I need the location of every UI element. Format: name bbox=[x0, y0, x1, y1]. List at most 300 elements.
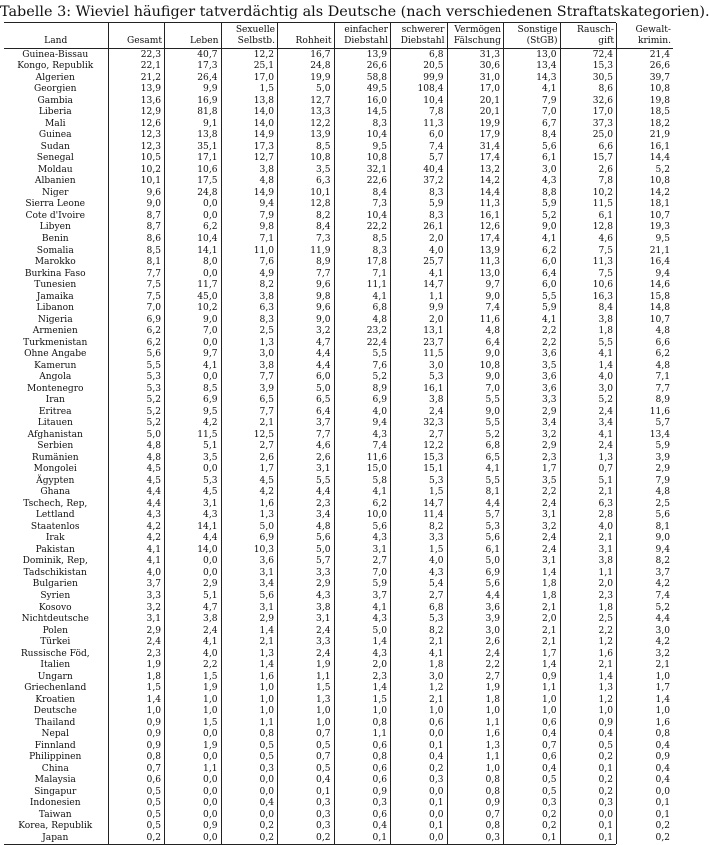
value-cell: 9,6 bbox=[278, 279, 335, 291]
table-row bbox=[4, 383, 673, 395]
value-cell: 7,3 bbox=[334, 199, 391, 211]
value-cell: 6,2 bbox=[165, 222, 222, 234]
value-cell: 10,2 bbox=[560, 187, 617, 199]
value-cell: 2,9 bbox=[108, 625, 165, 637]
value-cell: 2,3 bbox=[504, 452, 561, 464]
value-cell: 1,3 bbox=[560, 452, 617, 464]
value-cell: 2,2 bbox=[504, 325, 561, 337]
value-cell: 5,0 bbox=[447, 556, 504, 568]
value-cell: 13,9 bbox=[447, 245, 504, 257]
country-cell: Indonesien bbox=[29, 798, 81, 809]
value-cell: 0,4 bbox=[617, 763, 674, 775]
table-row bbox=[4, 464, 673, 476]
value-cell: 1,1 bbox=[278, 671, 335, 683]
value-cell: 15,3 bbox=[391, 452, 448, 464]
country-cell: Algerien bbox=[35, 72, 75, 83]
value-cell: 0,5 bbox=[221, 751, 278, 763]
value-cell: 4,4 bbox=[165, 533, 222, 545]
value-cell: 11,1 bbox=[334, 279, 391, 291]
column-header-text: Land bbox=[44, 36, 68, 46]
column-header-text: schwerer bbox=[401, 25, 445, 35]
value-cell: 1,8 bbox=[108, 671, 165, 683]
value-cell: 4,4 bbox=[617, 613, 674, 625]
value-cell: 0,0 bbox=[165, 337, 222, 349]
value-cell: 0,4 bbox=[560, 728, 617, 740]
value-cell: 2,3 bbox=[278, 498, 335, 510]
table-row bbox=[4, 659, 673, 671]
value-cell: 0,8 bbox=[617, 728, 674, 740]
table-row bbox=[4, 49, 673, 61]
country-cell: Ohne Angabe bbox=[24, 349, 87, 360]
value-cell: 3,7 bbox=[334, 590, 391, 602]
value-cell: 12,6 bbox=[447, 222, 504, 234]
value-cell: 9,1 bbox=[165, 118, 222, 130]
value-cell: 1,4 bbox=[334, 682, 391, 694]
value-cell: 0,8 bbox=[108, 751, 165, 763]
table-row bbox=[4, 233, 673, 245]
column-header bbox=[165, 23, 222, 49]
value-cell: 10,4 bbox=[165, 233, 222, 245]
value-cell: 10,5 bbox=[108, 153, 165, 165]
value-cell: 6,9 bbox=[108, 314, 165, 326]
value-cell: 9,0 bbox=[108, 199, 165, 211]
value-cell: 3,0 bbox=[447, 625, 504, 637]
value-cell: 16,3 bbox=[560, 291, 617, 303]
value-cell: 4,6 bbox=[560, 233, 617, 245]
value-cell: 1,1 bbox=[447, 751, 504, 763]
value-cell: 2,4 bbox=[278, 648, 335, 660]
value-cell: 7,1 bbox=[334, 268, 391, 280]
value-cell: 0,6 bbox=[334, 774, 391, 786]
value-cell: 0,9 bbox=[447, 798, 504, 810]
value-cell: 6,1 bbox=[504, 153, 561, 165]
value-cell: 8,6 bbox=[560, 84, 617, 96]
value-cell: 0,9 bbox=[165, 821, 222, 833]
value-cell: 18,5 bbox=[617, 107, 674, 119]
value-cell: 2,3 bbox=[334, 671, 391, 683]
value-cell: 6,5 bbox=[221, 394, 278, 406]
country-cell: Nigeria bbox=[37, 314, 73, 325]
value-cell: 2,5 bbox=[560, 613, 617, 625]
value-cell: 1,8 bbox=[504, 579, 561, 591]
value-cell: 3,9 bbox=[447, 613, 504, 625]
value-cell: 7,0 bbox=[504, 107, 561, 119]
table-row bbox=[4, 141, 673, 153]
value-cell: 2,8 bbox=[560, 510, 617, 522]
value-cell: 1,5 bbox=[165, 717, 222, 729]
value-cell: 13,1 bbox=[391, 325, 448, 337]
value-cell: 0,3 bbox=[278, 798, 335, 810]
value-cell: 5,5 bbox=[504, 291, 561, 303]
value-cell: 17,1 bbox=[165, 153, 222, 165]
value-cell: 6,0 bbox=[278, 371, 335, 383]
table-row bbox=[4, 84, 673, 96]
value-cell: 8,2 bbox=[221, 279, 278, 291]
value-cell: 5,3 bbox=[447, 521, 504, 533]
value-cell: 2,1 bbox=[504, 602, 561, 614]
value-cell: 2,7 bbox=[391, 590, 448, 602]
value-cell: 14,2 bbox=[447, 176, 504, 188]
value-cell: 3,0 bbox=[617, 625, 674, 637]
value-cell: 0,5 bbox=[278, 740, 335, 752]
value-cell: 11,5 bbox=[165, 429, 222, 441]
value-cell: 3,0 bbox=[221, 348, 278, 360]
table-row bbox=[4, 579, 673, 591]
value-cell: 0,3 bbox=[447, 832, 504, 844]
value-cell: 2,2 bbox=[560, 625, 617, 637]
value-cell: 4,2 bbox=[221, 487, 278, 499]
value-cell: 7,0 bbox=[108, 302, 165, 314]
value-cell: 3,0 bbox=[391, 671, 448, 683]
table-row bbox=[4, 61, 673, 73]
table-row bbox=[4, 441, 673, 453]
value-cell: 0,1 bbox=[560, 832, 617, 844]
value-cell: 3,9 bbox=[221, 383, 278, 395]
value-cell: 5,9 bbox=[504, 199, 561, 211]
value-cell: 0,1 bbox=[617, 809, 674, 821]
value-cell: 1,1 bbox=[391, 291, 448, 303]
value-cell: 0,4 bbox=[504, 763, 561, 775]
column-header-text: gift bbox=[598, 36, 614, 46]
value-cell: 12,3 bbox=[108, 130, 165, 142]
country-cell: Senegal bbox=[36, 153, 74, 164]
column-header bbox=[278, 23, 335, 49]
value-cell: 21,1 bbox=[617, 245, 674, 257]
value-cell: 20,1 bbox=[447, 95, 504, 107]
country-cell: Malaysia bbox=[34, 775, 76, 786]
table-row bbox=[4, 130, 673, 142]
value-cell: 6,1 bbox=[560, 210, 617, 222]
table-row bbox=[4, 498, 673, 510]
value-cell: 4,1 bbox=[391, 268, 448, 280]
value-cell: 1,0 bbox=[504, 705, 561, 717]
table-row bbox=[4, 291, 673, 303]
country-cell: Nepal bbox=[41, 729, 69, 740]
value-cell: 0,1 bbox=[278, 786, 335, 798]
value-cell: 0,0 bbox=[165, 774, 222, 786]
value-cell: 2,2 bbox=[504, 337, 561, 349]
value-cell: 8,2 bbox=[278, 210, 335, 222]
value-cell: 1,6 bbox=[221, 671, 278, 683]
value-cell: 0,6 bbox=[334, 809, 391, 821]
table-row bbox=[4, 521, 673, 533]
country-cell: China bbox=[41, 763, 69, 774]
table-row bbox=[4, 682, 673, 694]
value-cell: 13,8 bbox=[165, 130, 222, 142]
country-cell: Armenien bbox=[32, 326, 78, 337]
value-cell: 8,4 bbox=[560, 302, 617, 314]
value-cell: 0,3 bbox=[560, 798, 617, 810]
value-cell: 7,5 bbox=[108, 279, 165, 291]
value-cell: 4,8 bbox=[617, 360, 674, 372]
value-cell: 4,1 bbox=[560, 348, 617, 360]
column-header-text: Gesamt bbox=[126, 36, 162, 46]
value-cell: 45,0 bbox=[165, 291, 222, 303]
value-cell: 0,3 bbox=[221, 763, 278, 775]
value-cell: 17,3 bbox=[165, 61, 222, 73]
value-cell: 11,9 bbox=[278, 245, 335, 257]
value-cell: 0,0 bbox=[221, 786, 278, 798]
value-cell: 6,2 bbox=[504, 245, 561, 257]
value-cell: 2,7 bbox=[447, 671, 504, 683]
value-cell: 3,5 bbox=[504, 475, 561, 487]
value-cell: 0,6 bbox=[334, 740, 391, 752]
value-cell: 3,3 bbox=[391, 533, 448, 545]
value-cell: 11,3 bbox=[447, 256, 504, 268]
value-cell: 9,6 bbox=[108, 187, 165, 199]
table-row bbox=[4, 452, 673, 464]
value-cell: 5,9 bbox=[391, 199, 448, 211]
value-cell: 2,3 bbox=[560, 590, 617, 602]
value-cell: 6,4 bbox=[504, 268, 561, 280]
value-cell: 6,8 bbox=[334, 302, 391, 314]
value-cell: 23,2 bbox=[334, 325, 391, 337]
value-cell: 3,8 bbox=[165, 613, 222, 625]
value-cell: 3,2 bbox=[278, 325, 335, 337]
country-cell: Libanon bbox=[36, 303, 74, 314]
value-cell: 3,5 bbox=[504, 360, 561, 372]
value-cell: 5,5 bbox=[108, 360, 165, 372]
value-cell: 0,0 bbox=[165, 371, 222, 383]
value-cell: 0,2 bbox=[221, 821, 278, 833]
value-cell: 2,1 bbox=[221, 636, 278, 648]
value-cell: 2,2 bbox=[504, 487, 561, 499]
table-container bbox=[4, 22, 671, 845]
value-cell: 12,7 bbox=[221, 153, 278, 165]
value-cell: 0,1 bbox=[391, 798, 448, 810]
value-cell: 3,3 bbox=[278, 636, 335, 648]
value-cell: 0,7 bbox=[560, 464, 617, 476]
value-cell: 2,1 bbox=[504, 636, 561, 648]
value-cell: 6,3 bbox=[278, 176, 335, 188]
value-cell: 10,8 bbox=[334, 153, 391, 165]
value-cell: 9,0 bbox=[447, 371, 504, 383]
value-cell: 0,8 bbox=[447, 774, 504, 786]
value-cell: 17,9 bbox=[447, 130, 504, 142]
value-cell: 1,0 bbox=[221, 694, 278, 706]
value-cell: 4,5 bbox=[221, 475, 278, 487]
value-cell: 10,3 bbox=[221, 544, 278, 556]
value-cell: 3,8 bbox=[221, 291, 278, 303]
value-cell: 17,0 bbox=[447, 84, 504, 96]
value-cell: 11,6 bbox=[617, 406, 674, 418]
value-cell: 7,7 bbox=[278, 429, 335, 441]
value-cell: 26,6 bbox=[617, 61, 674, 73]
value-cell: 12,6 bbox=[108, 118, 165, 130]
value-cell: 1,0 bbox=[334, 705, 391, 717]
value-cell: 1,4 bbox=[504, 659, 561, 671]
value-cell: 14,6 bbox=[617, 279, 674, 291]
value-cell: 17,4 bbox=[447, 153, 504, 165]
value-cell: 35,1 bbox=[165, 141, 222, 153]
value-cell: 6,0 bbox=[504, 256, 561, 268]
value-cell: 4,0 bbox=[391, 245, 448, 257]
value-cell: 2,1 bbox=[391, 694, 448, 706]
value-cell: 9,6 bbox=[278, 302, 335, 314]
value-cell: 0,0 bbox=[165, 210, 222, 222]
country-cell: Russische Föd, bbox=[20, 648, 90, 659]
value-cell: 6,4 bbox=[447, 337, 504, 349]
value-cell: 15,1 bbox=[391, 464, 448, 476]
value-cell: 11,5 bbox=[391, 348, 448, 360]
table-row bbox=[4, 602, 673, 614]
value-cell: 19,3 bbox=[617, 222, 674, 234]
value-cell: 0,0 bbox=[165, 199, 222, 211]
column-header-text: Sexuelle bbox=[235, 25, 275, 35]
value-cell: 2,1 bbox=[560, 533, 617, 545]
value-cell: 4,4 bbox=[108, 498, 165, 510]
value-cell: 3,4 bbox=[278, 510, 335, 522]
country-cell: Tadschikistan bbox=[23, 567, 87, 578]
value-cell: 1,7 bbox=[504, 464, 561, 476]
value-cell: 16,4 bbox=[617, 256, 674, 268]
country-cell: Finnland bbox=[34, 740, 76, 751]
value-cell: 1,0 bbox=[278, 705, 335, 717]
value-cell: 1,9 bbox=[278, 659, 335, 671]
value-cell: 14,9 bbox=[221, 187, 278, 199]
value-cell: 5,7 bbox=[447, 510, 504, 522]
value-cell: 6,8 bbox=[391, 49, 448, 61]
country-cell: Kroatien bbox=[35, 694, 76, 705]
value-cell: 5,0 bbox=[278, 544, 335, 556]
value-cell: 1,9 bbox=[165, 740, 222, 752]
value-cell: 7,1 bbox=[221, 233, 278, 245]
value-cell: 37,3 bbox=[560, 118, 617, 130]
value-cell: 7,7 bbox=[221, 371, 278, 383]
value-cell: 5,9 bbox=[334, 579, 391, 591]
value-cell: 2,3 bbox=[108, 648, 165, 660]
country-cell: Mongolei bbox=[33, 464, 77, 475]
value-cell: 9,0 bbox=[447, 348, 504, 360]
value-cell: 1,2 bbox=[560, 636, 617, 648]
value-cell: 37,2 bbox=[391, 176, 448, 188]
table-row bbox=[4, 510, 673, 522]
table-caption: Tabelle 3: Wieviel häufiger tatverdächtig als Deutsche (nach verschiedenen Straftatskategorien). bbox=[0, 4, 710, 20]
value-cell: 11,6 bbox=[447, 314, 504, 326]
column-header bbox=[504, 23, 561, 49]
value-cell: 8,0 bbox=[165, 256, 222, 268]
value-cell: 3,8 bbox=[221, 360, 278, 372]
column-header-text: Diebstahl bbox=[344, 36, 388, 46]
value-cell: 0,9 bbox=[617, 751, 674, 763]
value-cell: 14,9 bbox=[221, 130, 278, 142]
value-cell: 3,0 bbox=[504, 164, 561, 176]
value-cell: 31,3 bbox=[447, 49, 504, 61]
value-cell: 1,1 bbox=[165, 763, 222, 775]
value-cell: 5,6 bbox=[447, 533, 504, 545]
table-row bbox=[4, 176, 673, 188]
value-cell: 4,3 bbox=[334, 613, 391, 625]
value-cell: 2,6 bbox=[278, 452, 335, 464]
value-cell: 4,3 bbox=[108, 510, 165, 522]
value-cell: 3,4 bbox=[221, 579, 278, 591]
value-cell: 6,2 bbox=[108, 325, 165, 337]
table-row bbox=[4, 222, 673, 234]
country-cell: Burkina Faso bbox=[24, 268, 86, 279]
value-cell: 5,3 bbox=[391, 613, 448, 625]
value-cell: 1,4 bbox=[504, 567, 561, 579]
value-cell: 2,2 bbox=[447, 659, 504, 671]
table-row bbox=[4, 671, 673, 683]
value-cell: 17,8 bbox=[334, 256, 391, 268]
value-cell: 6,9 bbox=[334, 394, 391, 406]
value-cell: 12,2 bbox=[278, 118, 335, 130]
value-cell: 14,7 bbox=[391, 279, 448, 291]
value-cell: 72,4 bbox=[560, 49, 617, 61]
country-cell: Korea, Republik bbox=[18, 821, 93, 832]
value-cell: 7,7 bbox=[617, 383, 674, 395]
value-cell: 1,0 bbox=[278, 717, 335, 729]
value-cell: 0,8 bbox=[447, 786, 504, 798]
value-cell: 5,3 bbox=[391, 371, 448, 383]
value-cell: 2,0 bbox=[391, 233, 448, 245]
country-cell: Libyen bbox=[39, 222, 71, 233]
table-row bbox=[4, 245, 673, 257]
value-cell: 4,8 bbox=[617, 487, 674, 499]
value-cell: 0,4 bbox=[617, 774, 674, 786]
table-row bbox=[4, 164, 673, 176]
value-cell: 16,1 bbox=[447, 210, 504, 222]
value-cell: 1,5 bbox=[278, 682, 335, 694]
value-cell: 4,0 bbox=[391, 556, 448, 568]
value-cell: 6,9 bbox=[447, 567, 504, 579]
country-cell: Liberia bbox=[38, 107, 72, 118]
value-cell: 5,7 bbox=[391, 153, 448, 165]
value-cell: 1,4 bbox=[221, 659, 278, 671]
value-cell: 2,7 bbox=[221, 441, 278, 453]
table-row bbox=[4, 314, 673, 326]
value-cell: 6,2 bbox=[617, 348, 674, 360]
value-cell: 1,0 bbox=[447, 705, 504, 717]
country-cell: Afghanistan bbox=[27, 429, 83, 440]
value-cell: 2,9 bbox=[617, 464, 674, 476]
value-cell: 0,8 bbox=[334, 717, 391, 729]
country-cell: Türkei bbox=[40, 637, 71, 648]
value-cell: 4,0 bbox=[334, 406, 391, 418]
value-cell: 5,6 bbox=[617, 510, 674, 522]
table-row bbox=[4, 533, 673, 545]
value-cell: 11,3 bbox=[391, 118, 448, 130]
value-cell: 2,4 bbox=[447, 648, 504, 660]
table-row bbox=[4, 625, 673, 637]
country-cell: Iran bbox=[45, 395, 65, 406]
value-cell: 3,1 bbox=[278, 464, 335, 476]
value-cell: 8,4 bbox=[504, 130, 561, 142]
value-cell: 1,2 bbox=[560, 694, 617, 706]
value-cell: 0,9 bbox=[108, 728, 165, 740]
value-cell: 2,4 bbox=[504, 498, 561, 510]
value-cell: 3,1 bbox=[108, 613, 165, 625]
value-cell: 4,1 bbox=[504, 84, 561, 96]
table-row bbox=[4, 544, 673, 556]
value-cell: 9,4 bbox=[617, 268, 674, 280]
value-cell: 5,2 bbox=[617, 164, 674, 176]
value-cell: 1,0 bbox=[617, 705, 674, 717]
value-cell: 5,6 bbox=[278, 533, 335, 545]
value-cell: 1,3 bbox=[221, 510, 278, 522]
value-cell: 1,9 bbox=[165, 682, 222, 694]
value-cell: 8,9 bbox=[278, 256, 335, 268]
value-cell: 5,2 bbox=[447, 429, 504, 441]
country-cell: Georgien bbox=[34, 84, 77, 95]
value-cell: 3,8 bbox=[560, 556, 617, 568]
value-cell: 0,5 bbox=[278, 763, 335, 775]
value-cell: 0,6 bbox=[504, 717, 561, 729]
value-cell: 3,1 bbox=[221, 602, 278, 614]
column-header-text: Vermögen bbox=[454, 25, 501, 35]
country-cell: Deutsche bbox=[33, 706, 77, 717]
value-cell: 2,4 bbox=[504, 533, 561, 545]
